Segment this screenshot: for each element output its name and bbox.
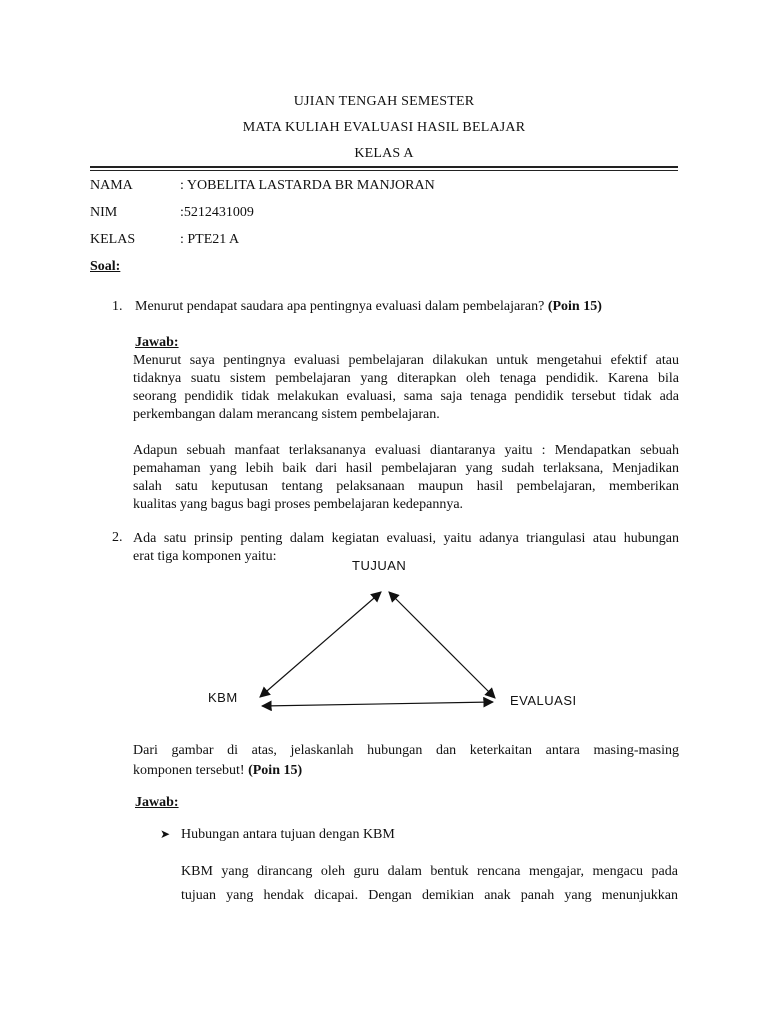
q2-b1-line: KBM yang dirancang oleh guru dalam bentuk rencana mengajar, mengacu pada xyxy=(181,864,678,879)
q1-p1-line: Menurut saya pentingnya evaluasi pembelajaran dilakukan untuk mengetahui efektif atau xyxy=(133,353,679,368)
q1-p2-line: kualitas yang bagus bagi proses pembelajaran kedepannya. xyxy=(133,497,464,512)
nim-label: NIM xyxy=(90,205,118,220)
q2-points: (Poin 15) xyxy=(248,763,303,778)
arrow-kbm-tujuan xyxy=(260,592,381,697)
q2-jawab-label: Jawab: xyxy=(135,795,179,810)
q2-text-line: erat tiga komponen yaitu: xyxy=(133,549,277,564)
q2-number: 2. xyxy=(112,530,123,545)
q1-text: Menurut pendapat saudara apa pentingnya evaluasi dalam pembelajaran? xyxy=(135,299,545,314)
q1-number: 1. xyxy=(112,299,123,314)
class-title: KELAS A xyxy=(354,146,414,161)
q1-p1-line: seorang pendidik tidak melakukan evaluasi, sama saja tenaga pendidik tersebut tidak ada xyxy=(133,389,679,404)
nama-label: NAMA xyxy=(90,178,133,193)
diagram-label-tujuan: TUJUAN xyxy=(352,558,407,573)
nama-value: : YOBELITA LASTARDA BR MANJORAN xyxy=(180,178,435,193)
arrow-tujuan-evaluasi xyxy=(389,592,495,698)
q1-p2-line: pemahaman yang lebih baik dari hasil pembelajaran yang sudah terlaksana, Menjadikan xyxy=(133,461,679,476)
q1-p1-line: perkembangan dalam merancang sistem pembelajaran. xyxy=(133,407,440,422)
nim-value: :5212431009 xyxy=(180,205,254,220)
arrowhead-bullet-icon: ➤ xyxy=(160,827,171,841)
q2-bullet-1-paragraph xyxy=(181,860,678,908)
q2-text-line: Ada satu prinsip penting dalam kegiatan evaluasi, yaitu adanya triangulasi atau hubungan xyxy=(133,531,679,546)
diagram-label-evaluasi: EVALUASI xyxy=(510,693,577,708)
q1-p1-line: tidaknya suatu sistem pembelajaran yang diterapkan oleh tenaga pendidik. Karena bila xyxy=(133,371,679,386)
kelas-value: : PTE21 A xyxy=(180,232,240,247)
q2-bullet-1: Hubungan antara tujuan dengan KBM xyxy=(181,827,395,842)
kelas-label: KELAS xyxy=(90,232,136,247)
q2-b1-line: tujuan yang hendak dicapai. Dengan demikian anak panah yang menunjukkan xyxy=(181,888,678,903)
exam-title: UJIAN TENGAH SEMESTER xyxy=(293,94,475,109)
q1-jawab-label: Jawab: xyxy=(135,335,179,350)
q2-followup-line: komponen tersebut! (Poin 15) xyxy=(133,763,303,778)
q1-points: (Poin 15) xyxy=(547,299,602,314)
q2-followup xyxy=(133,741,679,781)
arrow-kbm-evaluasi xyxy=(262,702,493,706)
course-title: MATA KULIAH EVALUASI HASIL BELAJAR xyxy=(242,120,526,135)
q2-followup-line: Dari gambar di atas, jelaskanlah hubungan dan keterkaitan antara masing-masing xyxy=(133,743,679,758)
q1-p2-line: Adapun sebuah manfaat terlaksananya evaluasi diantaranya yaitu : Mendapatkan sebuah xyxy=(133,443,679,458)
diagram-label-kbm: KBM xyxy=(208,690,238,705)
soal-heading: Soal: xyxy=(90,259,121,274)
q1-p2-line: salah satu keputusan tentang pelaksanaan maupun hasil pembelajaran, memberikan xyxy=(133,479,679,494)
